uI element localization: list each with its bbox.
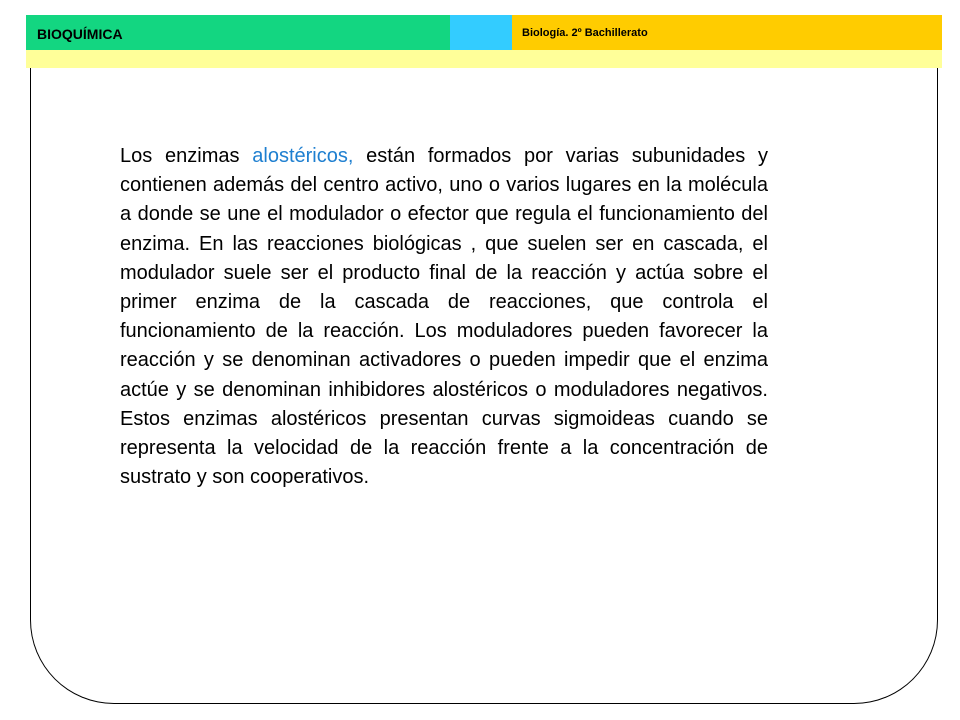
- header-subtitle: Biología. 2º Bachillerato: [522, 27, 648, 39]
- body-rest: están formados por varias subunidades y contienen además del centro activo, uno o varios lugares en la molécula a donde se une el modulador o efector que regula el funcionamiento del enzima. En las reacciones biológicas , que suelen ser en cascada, el modulador suele ser el producto final de la reacción y actúa sobre el primer enzima de la cascada de reacciones, que controla el funcionamiento de la reacción. Los moduladores pueden favorecer la reacción y se denominan activadores o pueden impedir que el enzima actúe y se denominan inhibidores alostéricos o moduladores negativos. Estos enzimas alostéricos presentan curvas sigmoideas cuando se representa la velocidad de la reacción frente a la concentración de sustrato y son cooperativos.: [120, 145, 768, 489]
- header-title: BIOQUÍMICA: [37, 26, 123, 42]
- body-paragraph: [120, 142, 768, 492]
- header-subtitle-bar: [512, 15, 942, 50]
- header-strip: [26, 50, 942, 68]
- body-intro: Los enzimas: [120, 145, 253, 167]
- highlighted-term: alostéricos,: [252, 145, 354, 167]
- header-title-bar: [26, 15, 450, 50]
- header-accent-block: [450, 15, 512, 50]
